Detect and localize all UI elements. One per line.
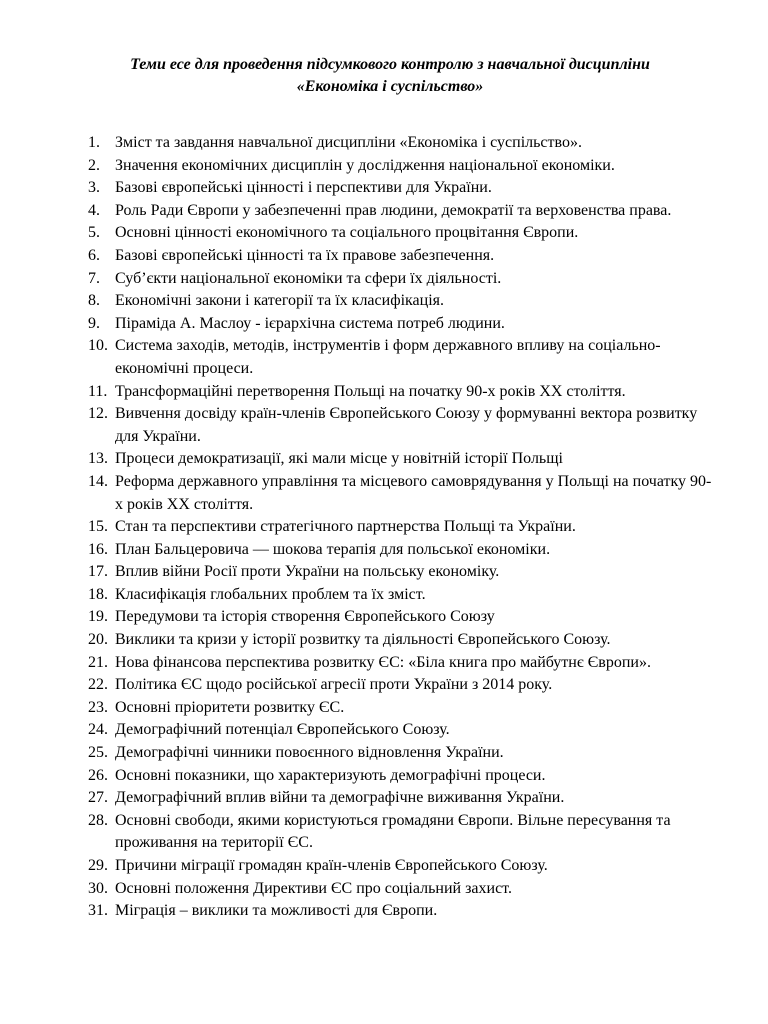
list-item-number: 27. xyxy=(88,789,108,807)
list-item-text: Міграція – виклики та можливості для Європи. xyxy=(115,902,438,920)
list-item-text: Зміст та завдання навчальної дисципліни «Економіка і суспільство». xyxy=(115,134,582,151)
list-item-text: Основні свободи, якими користуються громадяни Європи. Вільне пересування та проживання на території ЄС. xyxy=(115,811,671,852)
list-item xyxy=(88,742,716,765)
list-item-number: 30. xyxy=(88,879,108,897)
list-item-number: 22. xyxy=(88,676,108,694)
list-item-number: 3. xyxy=(88,179,100,197)
list-item-text: Суб’єкти національної економіки та сфери їх діяльності. xyxy=(115,269,502,287)
list-item-number: 25. xyxy=(88,744,108,762)
list-item-number: 6. xyxy=(88,246,100,264)
title-line-1: Теми есе для проведення підсумкового контролю з навчальної дисципліни xyxy=(130,56,650,73)
list-item-text: Нова фінансова перспектива розвитку ЄС: «Біла книга про майбутнє Європи». xyxy=(115,653,651,671)
list-item xyxy=(88,313,716,336)
list-item-text: Демографічні чинники повоєнного відновлення України. xyxy=(115,744,504,762)
list-item-text: Політика ЄС щодо російської агресії проти України з 2014 року. xyxy=(115,676,553,694)
list-item xyxy=(88,765,716,788)
list-item-text: Стан та перспективи стратегічного партнерства Польщі та України. xyxy=(115,518,576,536)
list-item-number: 21. xyxy=(88,653,108,671)
list-item xyxy=(88,403,716,448)
list-item-number: 8. xyxy=(88,292,100,310)
list-item-number: 14. xyxy=(88,472,108,490)
list-item xyxy=(88,652,716,675)
list-item xyxy=(88,561,716,584)
list-item xyxy=(88,471,716,516)
list-item xyxy=(88,132,716,155)
list-item-text: Основні положення Директиви ЄС про соціальний захист. xyxy=(115,879,512,897)
list-item-number: 16. xyxy=(88,540,108,558)
essay-topic-list xyxy=(88,132,716,923)
list-item-text: Значення економічних дисциплін у дослідження національної економіки. xyxy=(115,156,615,174)
list-item-text: Основні пріоритети розвитку ЄС. xyxy=(115,698,345,716)
list-item-number: 29. xyxy=(88,857,108,874)
list-item-text: Вплив війни Росії проти України на польську економіку. xyxy=(115,563,500,581)
list-item xyxy=(88,448,716,471)
list-item xyxy=(88,787,716,810)
list-item-number: 23. xyxy=(88,698,108,716)
list-item-number: 10. xyxy=(88,337,108,355)
list-item xyxy=(88,674,716,697)
list-item xyxy=(88,629,716,652)
list-item-text: Основні показники, що характеризують демографічні процеси. xyxy=(115,766,546,784)
list-item xyxy=(88,719,716,742)
list-item xyxy=(88,155,716,178)
list-item-number: 15. xyxy=(88,518,108,536)
list-item xyxy=(88,245,716,268)
list-item xyxy=(88,584,716,607)
title-line-2: «Економіка і суспільство» xyxy=(296,78,484,95)
list-item-number: 5. xyxy=(88,224,100,242)
list-item-number: 20. xyxy=(88,631,108,649)
list-item xyxy=(88,516,716,539)
list-item-number: 28. xyxy=(88,811,108,829)
list-item-text: Система заходів, методів, інструментів і форм державного впливу на соціально-економічні процеси. xyxy=(115,337,661,377)
list-item xyxy=(88,606,716,629)
list-item-number: 13. xyxy=(88,450,108,468)
list-item-text: Економічні закони і категорії та їх класифікація. xyxy=(115,292,445,310)
list-item-number: 1. xyxy=(88,134,100,151)
list-item xyxy=(88,878,716,901)
list-item-text: Піраміда А. Маслоу - ієрархічна система потреб людини. xyxy=(115,314,505,332)
list-item-number: 19. xyxy=(88,608,108,626)
list-item-text: Вивчення досвіду країн-членів Європейського Союзу у формуванні вектора розвитку для України. xyxy=(115,405,698,445)
list-item-text: Демографічний потенціал Європейського Союзу. xyxy=(115,721,450,739)
list-item xyxy=(88,855,716,878)
list-item xyxy=(88,900,716,923)
list-item-text: Виклики та кризи у історії розвитку та діяльності Європейського Союзу. xyxy=(115,631,611,649)
list-item xyxy=(88,222,716,245)
list-item xyxy=(88,290,716,313)
list-item-number: 9. xyxy=(88,314,100,332)
list-item xyxy=(88,200,716,223)
list-item-text: Процеси демократизації, які мали місце у новітній історії Польщі xyxy=(115,450,563,468)
list-item-text: Класифікація глобальних проблем та їх зміст. xyxy=(115,585,426,603)
list-item xyxy=(88,381,716,404)
list-item xyxy=(88,335,716,380)
list-item-number: 31. xyxy=(88,902,108,920)
list-item-text: Базові європейські цінності та їх правове забезпечення. xyxy=(115,246,495,264)
list-item-text: Трансформаційні перетворення Польщі на початку 90-х років ХХ століття. xyxy=(115,382,626,400)
list-item-text: План Бальцеровича — шокова терапія для польської економіки. xyxy=(115,540,551,558)
document-title xyxy=(60,54,720,98)
list-item-number: 7. xyxy=(88,269,100,287)
list-item-number: 18. xyxy=(88,585,108,603)
list-item-text: Реформа державного управління та місцевого самоврядування у Польщі на початку 90-х років ХХ століття. xyxy=(115,472,712,513)
list-item xyxy=(88,810,716,855)
list-item xyxy=(88,177,716,200)
list-item-number: 4. xyxy=(88,201,100,219)
list-item-number: 24. xyxy=(88,721,108,739)
list-item-number: 2. xyxy=(88,156,100,174)
list-item-text: Роль Ради Європи у забезпеченні прав людини, демократії та верховенства права. xyxy=(115,201,672,219)
list-item xyxy=(88,539,716,562)
list-item-text: Передумови та історія створення Європейського Союзу xyxy=(115,608,495,626)
list-item-number: 17. xyxy=(88,563,108,581)
list-item-text: Основні цінності економічного та соціального процвітання Європи. xyxy=(115,224,579,242)
list-item-text: Базові європейські цінності і перспективи для України. xyxy=(115,179,492,197)
list-item xyxy=(88,697,716,720)
list-item-number: 11. xyxy=(88,382,108,400)
list-item-number: 12. xyxy=(88,405,108,423)
list-item-number: 26. xyxy=(88,766,108,784)
list-item xyxy=(88,268,716,291)
list-item-text: Причини міграції громадян країн-членів Європейського Союзу. xyxy=(115,857,548,874)
list-item-text: Демографічний вплив війни та демографічне виживання України. xyxy=(115,789,565,807)
